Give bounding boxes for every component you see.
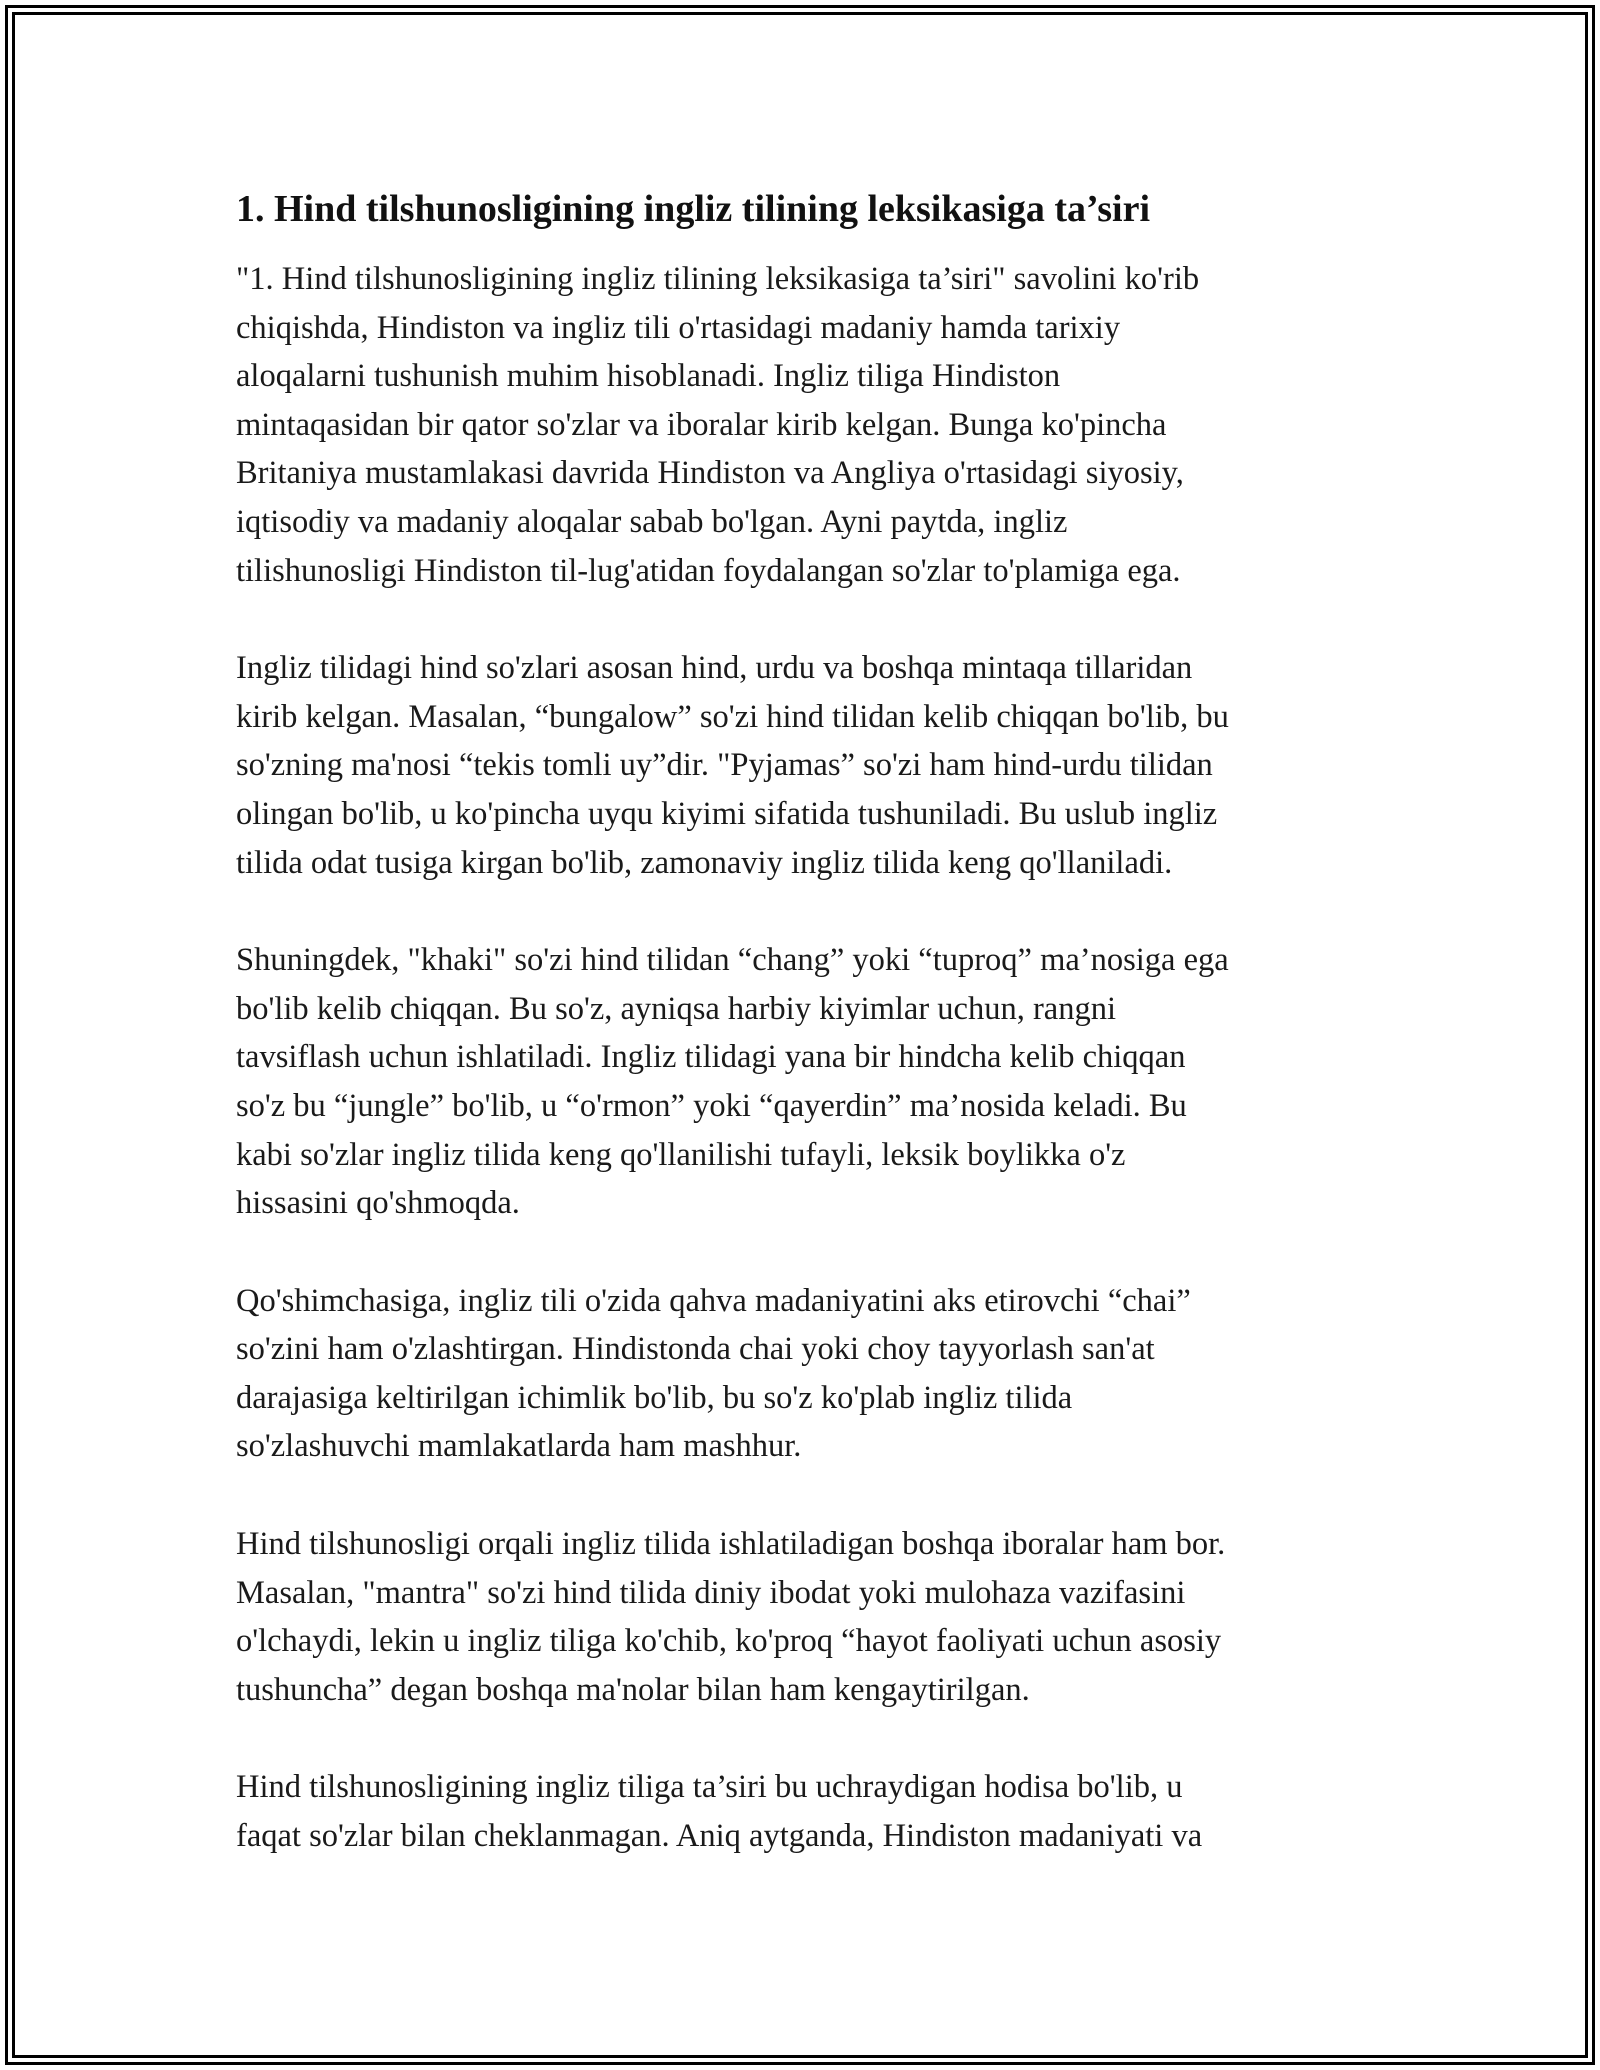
paragraph-6 [236, 1763, 1396, 1860]
section-heading: 1. Hind tilshunosligining ingliz tilining leksikasiga ta’siri [236, 188, 1151, 230]
paragraph-line: tilida odat tusiga kirgan bo'lib, zamonaviy ingliz tilida keng qo'llaniladi. [236, 844, 1173, 881]
paragraph-line: Ingliz tilidagi hind so'zlari asosan hind, urdu va boshqa mintaqa tillaridan [236, 650, 1193, 687]
paragraph-line: hissasini qo'shmoqda. [236, 1185, 520, 1222]
paragraph-line: Shuningdek, "khaki" so'zi hind tilidan “chang” yoki “tuproq” ma’nosiga ega [236, 942, 1229, 979]
paragraph-line: "1. Hind tilshunosligining ingliz tilining leksikasiga ta’siri" savolini ko'rib [236, 261, 1200, 297]
paragraph-1 [236, 255, 1396, 595]
paragraph-line: olingan bo'lib, u ko'pincha uyqu kiyimi sifatida tushuniladi. Bu uslub ingliz [236, 795, 1218, 832]
paragraph-line: tavsiflash uchun ishlatiladi. Ingliz tilidagi yana bir hindcha kelib chiqqan [236, 1039, 1186, 1076]
paragraph-2 [236, 644, 1396, 887]
paragraph-line: kabi so'zlar ingliz tilida keng qo'llanilishi tufayli, leksik boylikka o'z [236, 1136, 1126, 1173]
paragraph-line: bo'lib kelib chiqqan. Bu so'z, ayniqsa harbiy kiyimlar uchun, rangni [236, 990, 1117, 1027]
paragraph-line: o'lchaydi, lekin u ingliz tiliga ko'chib, ko'proq “hayot faoliyati uchun asosiy [236, 1623, 1222, 1660]
paragraph-line: so'zning ma'nosi “tekis tomli uy”dir. "Pyjamas” so'zi ham hind-urdu tilidan [236, 747, 1213, 784]
document-body [236, 183, 1396, 1910]
paragraph-line: Hind tilshunosligining ingliz tiliga ta’siri bu uchraydigan hodisa bo'lib, u [236, 1769, 1183, 1806]
paragraph-line: Hind tilshunosligi orqali ingliz tilida ishlatiladigan boshqa iboralar ham bor. [236, 1526, 1226, 1563]
paragraph-line: faqat so'zlar bilan cheklanmagan. Aniq aytganda, Hindiston madaniyati va [236, 1818, 1203, 1855]
paragraph-line: so'z bu “jungle” bo'lib, u “o'rmon” yoki “qayerdin” ma’nosida keladi. Bu [236, 1087, 1187, 1124]
paragraph-line: iqtisodiy va madaniy aloqalar sabab bo'lgan. Ayni paytda, ingliz [236, 503, 1068, 540]
paragraph-line: mintaqasidan bir qator so'zlar va iboralar kirib kelgan. Bunga ko'pincha [236, 406, 1167, 443]
paragraph-line: Britaniya mustamlakasi davrida Hindiston va Angliya o'rtasidagi siyosiy, [236, 455, 1184, 492]
paragraph-line: kirib kelgan. Masalan, “bungalow” so'zi hind tilidan kelib chiqqan bo'lib, bu [236, 698, 1229, 735]
paragraph-line: Qo'shimchasiga, ingliz tili o'zida qahva madaniyatini aks etirovchi “chai” [236, 1282, 1191, 1319]
paragraph-4 [236, 1277, 1396, 1471]
paragraph-line: aloqalarni tushunish muhim hisoblanadi. Ingliz tiliga Hindiston [236, 358, 1061, 395]
paragraph-line: tushuncha” degan boshqa ma'nolar bilan ham kengaytirilgan. [236, 1671, 1030, 1708]
paragraph-5 [236, 1520, 1396, 1714]
paragraph-line: chiqishda, Hindiston va ingliz tili o'rtasidagi madaniy hamda tarixiy [236, 309, 1121, 346]
paragraph-line: so'zini ham o'zlashtirgan. Hindistonda chai yoki choy tayyorlash san'at [236, 1331, 1155, 1368]
paragraph-3 [236, 936, 1396, 1228]
paragraph-line: tilishunosligi Hindiston til-lug'atidan foydalangan so'zlar to'plamiga ega. [236, 552, 1181, 589]
paragraph-line: darajasiga keltirilgan ichimlik bo'lib, bu so'z ko'plab ingliz tilida [236, 1379, 1073, 1416]
paragraph-line: Masalan, "mantra" so'zi hind tilida diniy ibodat yoki mulohaza vazifasini [236, 1574, 1186, 1611]
paragraph-line: so'zlashuvchi mamlakatlarda ham mashhur. [236, 1428, 802, 1465]
